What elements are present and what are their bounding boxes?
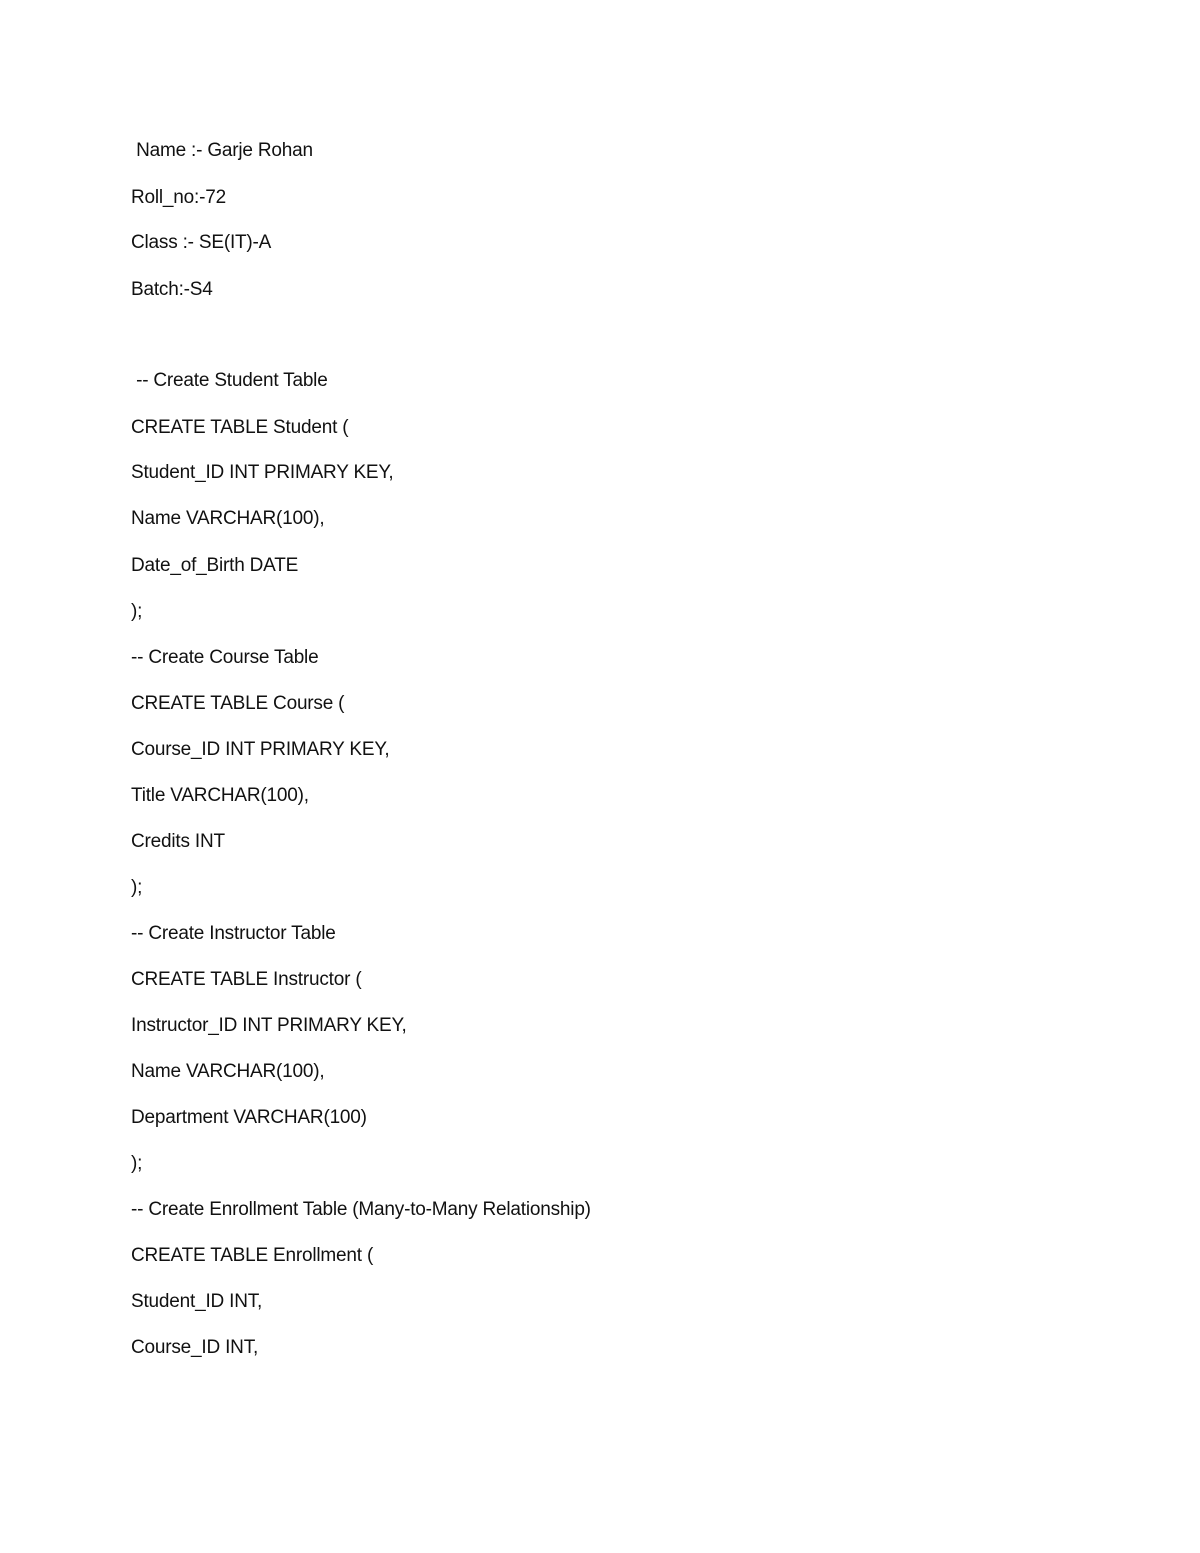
- code-line: );: [131, 1153, 143, 1174]
- class-info: Class :- SE(IT)-A: [131, 232, 272, 253]
- batch-info: Batch:-S4: [131, 279, 213, 300]
- code-line: Course_ID INT PRIMARY KEY,: [131, 739, 390, 760]
- code-line: CREATE TABLE Enrollment (: [131, 1245, 374, 1266]
- code-line: Department VARCHAR(100): [131, 1107, 367, 1128]
- code-line: Title VARCHAR(100),: [131, 785, 309, 806]
- code-line: Credits INT: [131, 831, 225, 852]
- code-line: );: [131, 601, 143, 622]
- code-line: Name VARCHAR(100),: [131, 508, 325, 529]
- code-line: CREATE TABLE Course (: [131, 693, 345, 714]
- code-line-comment-instructor: -- Create Instructor Table: [131, 923, 336, 944]
- code-line: Course_ID INT,: [131, 1337, 259, 1358]
- code-line: Student_ID INT,: [131, 1291, 263, 1312]
- code-line-comment-course: -- Create Course Table: [131, 647, 319, 668]
- code-line: Name VARCHAR(100),: [131, 1061, 325, 1082]
- code-line-comment-student: -- Create Student Table: [131, 370, 328, 391]
- code-line: Date_of_Birth DATE: [131, 555, 299, 576]
- code-line: );: [131, 877, 143, 898]
- code-line: CREATE TABLE Student (: [131, 417, 349, 438]
- code-line: CREATE TABLE Instructor (: [131, 969, 362, 990]
- student-name: Name :- Garje Rohan: [131, 140, 313, 161]
- roll-number: Roll_no:-72: [131, 187, 226, 208]
- code-line: Student_ID INT PRIMARY KEY,: [131, 462, 394, 483]
- code-line-comment-enrollment: -- Create Enrollment Table (Many-to-Many Relationship): [131, 1199, 591, 1220]
- code-line: Instructor_ID INT PRIMARY KEY,: [131, 1015, 407, 1036]
